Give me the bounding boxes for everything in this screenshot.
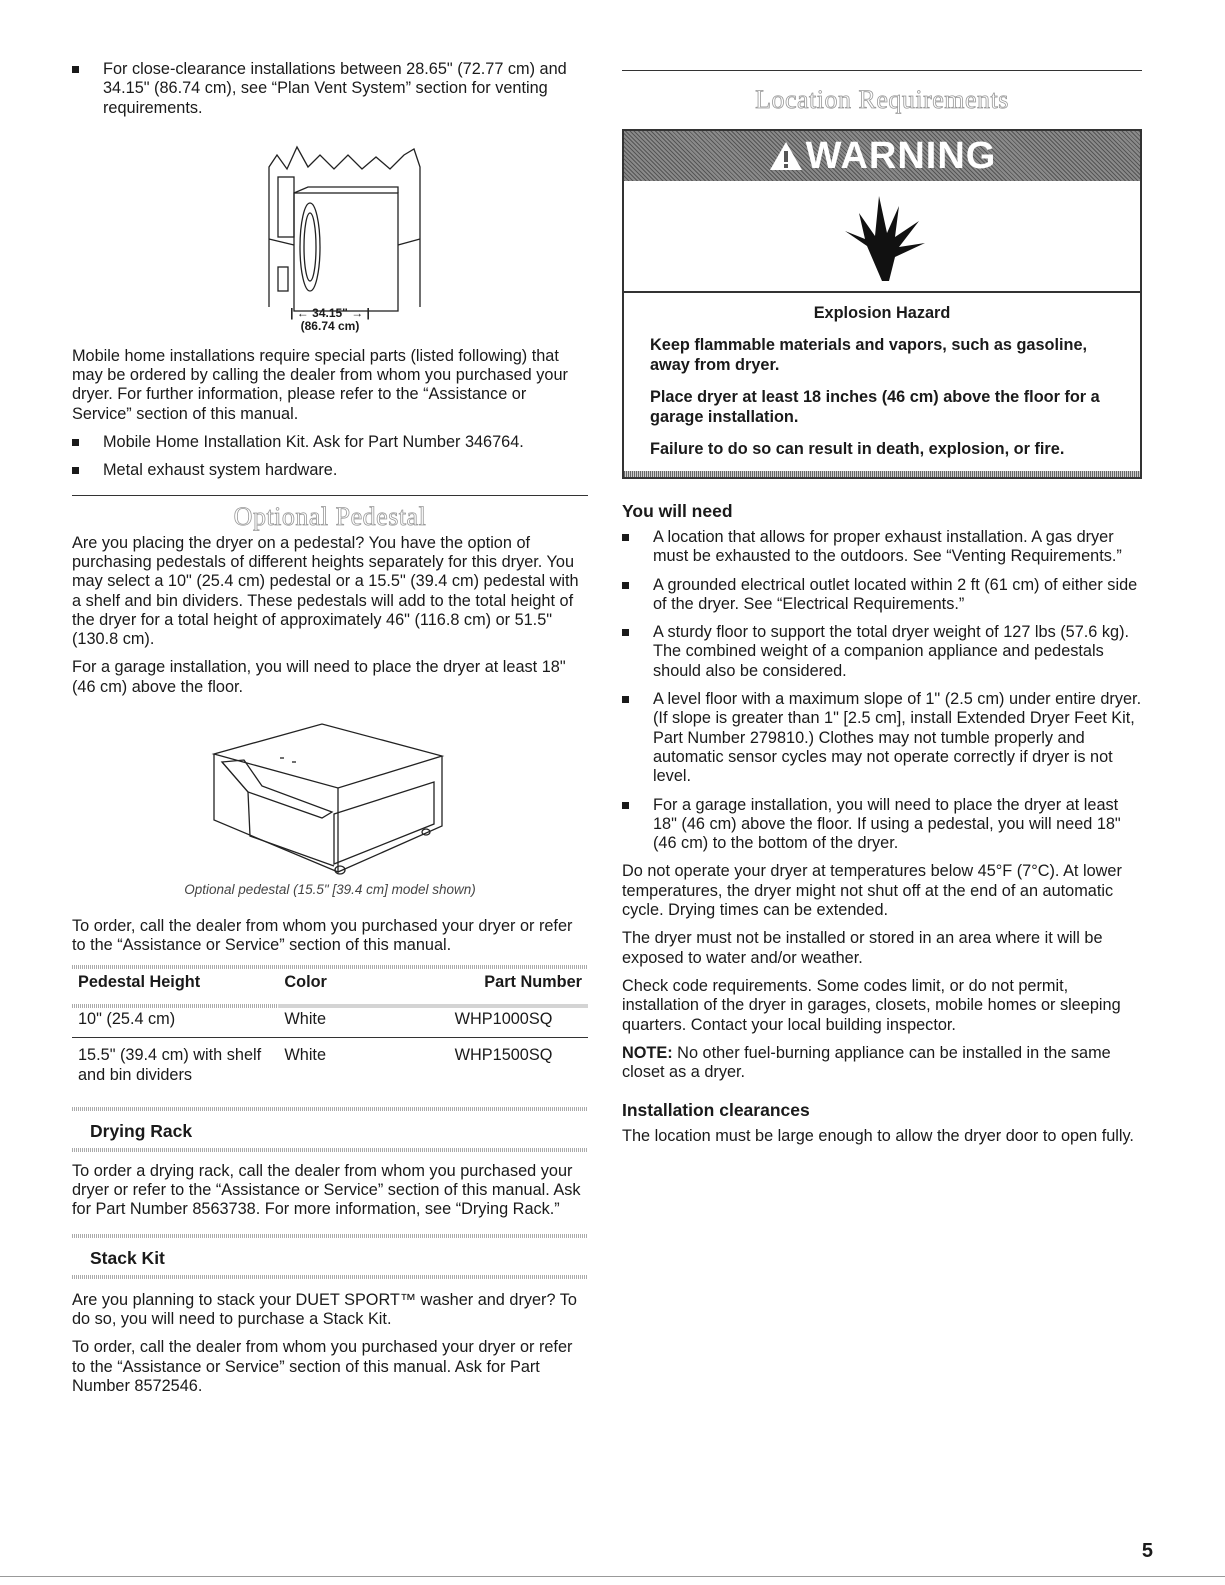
warning-header xyxy=(624,131,1140,181)
warning-triangle-icon xyxy=(768,140,804,172)
header-part-number: Part Number xyxy=(484,972,582,991)
note-paragraph xyxy=(622,1044,1142,1083)
warning-box xyxy=(622,129,1142,479)
bullet-square-icon xyxy=(72,66,79,73)
pedestal-parts-table xyxy=(72,969,588,1093)
drying-rack-heading: Drying Rack xyxy=(90,1120,193,1141)
order-paragraph: To order, call the dealer from whom you purchased your dryer or refer to the “Assistance or Service” section of this manual. xyxy=(72,917,573,955)
mobile-bullet-2: Metal exhaust system hardware. xyxy=(72,461,588,480)
stack-kit-paragraph-1: Are you planning to stack your DUET SPORT™ washer and dryer? To do so, you will need to purchase a Stack Kit. xyxy=(72,1290,577,1329)
pedestal-caption: Optional pedestal (15.5" [39.4 cm] model shown) xyxy=(184,882,476,898)
location-requirements-title: Location Requirements xyxy=(755,85,1009,114)
table-cell: WHP1000SQ xyxy=(454,1009,553,1028)
note-text: No other fuel-burning appliance can be installed in the same closet as a dryer. xyxy=(622,1043,1111,1082)
bullet-square-icon xyxy=(72,467,79,474)
bullet-square-icon xyxy=(622,802,629,809)
bullet-square-icon xyxy=(72,439,79,446)
warning-bottom-band xyxy=(624,471,1140,477)
explosion-icon xyxy=(837,191,927,281)
close-clearance-bullet xyxy=(72,60,588,118)
table-cell: White xyxy=(284,1046,327,1065)
water-paragraph: The dryer must not be installed or stored in an area where it will be exposed to water and/or weather. xyxy=(622,929,1103,967)
pedestal-illustration xyxy=(72,706,588,876)
stack-kit-top-rule xyxy=(72,1234,588,1238)
bullet-square-icon xyxy=(622,582,629,589)
drying-rack-bottom-rule xyxy=(72,1148,588,1152)
need-bullet-4: A level floor with a maximum slope of 1" (2.5 cm) under entire dryer. (If slope is greater than 1" [2.5 cm], install Extended Dryer Feet Kit, Part Number 279810.) Clothes may not tumble properly and automatic sensor cycles may not operate correctly if dryer is not level. xyxy=(622,690,1142,786)
stack-kit-bottom-rule xyxy=(72,1275,588,1279)
explosion-icon-area xyxy=(624,181,1140,293)
table-cell: White xyxy=(284,1009,327,1028)
pedestal-figure xyxy=(72,706,588,876)
bullet-square-icon xyxy=(622,534,629,541)
mobile-bullet-1: Mobile Home Installation Kit. Ask for Part Number 346764. xyxy=(72,433,588,452)
warning-line-2: Place dryer at least 18 inches (46 cm) above the floor for a garage installation. xyxy=(650,388,1100,426)
need-bullet-5: For a garage installation, you will need to place the dryer at least 18" (46 cm) above the floor. If using a pedestal, you will need 18" (46 cm) to the bottom of the dryer. xyxy=(622,796,1142,854)
close-clearance-text: For close-clearance installations between 28.65" (72.77 cm) and 34.15" (86.74 cm), see “Plan Vent System” section for venting requirements. xyxy=(103,60,567,117)
dimension-cm: (86.74 cm) xyxy=(300,318,360,333)
bullet-square-icon xyxy=(622,696,629,703)
stack-kit-paragraph-2: To order, call the dealer from whom you purchased your dryer or refer to the “Assistance or Service” section of this manual. Ask for Part Number 8572546. xyxy=(72,1338,573,1395)
warning-title: WARNING xyxy=(805,134,997,177)
pedestal-paragraph-2: For a garage installation, you will need to place the dryer at least 18" (46 cm) above the floor. xyxy=(72,658,566,696)
table-cell: WHP1500SQ xyxy=(454,1046,553,1065)
mobile-home-paragraph: Mobile home installations require special parts (listed following) that may be ordered by calling the dealer from whom you purchased your dryer. For further information, please refer to the “Assistance or Service” section of this manual. xyxy=(72,346,568,423)
stack-kit-heading: Stack Kit xyxy=(90,1247,165,1268)
code-paragraph: Check code requirements. Some codes limit, or do not permit, installation of the dryer in garages, closets, mobile homes or sleeping quarters. Contact your local building inspector. xyxy=(622,976,1121,1034)
warning-line-3: Failure to do so can result in death, explosion, or fire. xyxy=(650,440,1065,458)
drying-rack-top-rule xyxy=(72,1107,588,1111)
section-divider xyxy=(622,70,1142,71)
page-bottom-rule xyxy=(0,1576,1225,1577)
section-divider xyxy=(72,495,588,496)
warning-text xyxy=(624,293,1140,471)
closet-dryer-illustration xyxy=(72,127,588,327)
warning-line-1: Keep flammable materials and vapors, such as gasoline, away from dryer. xyxy=(650,336,1088,374)
table-header-row xyxy=(72,969,588,1000)
table-row xyxy=(72,1000,588,1038)
temperature-paragraph: Do not operate your dryer at temperatures below 45°F (7°C). At lower temperatures, the dryer might not shut off at the end of an automatic cycle. Drying times can be extended. xyxy=(622,862,1122,920)
bullet-square-icon xyxy=(622,629,629,636)
closet-clearance-figure xyxy=(72,127,588,327)
table-cell: 15.5" (39.4 cm) with shelf and bin dividers xyxy=(78,1046,262,1084)
installation-clearances-heading: Installation clearances xyxy=(622,1100,810,1121)
hazard-name: Explosion Hazard xyxy=(813,304,951,322)
table-cell: 10" (25.4 cm) xyxy=(78,1009,176,1028)
note-label: NOTE: xyxy=(622,1043,673,1062)
clearances-paragraph: The location must be large enough to allow the dryer door to open fully. xyxy=(622,1127,1134,1146)
need-bullet-1: A location that allows for proper exhaust installation. A gas dryer must be exhausted to the outdoors. See “Venting Requirements.” xyxy=(622,528,1142,567)
header-pedestal-height: Pedestal Height xyxy=(78,972,201,991)
need-bullet-2: A grounded electrical outlet located within 2 ft (61 cm) of either side of the dryer. See “Electrical Requirements.” xyxy=(622,576,1142,615)
need-bullet-3: A sturdy floor to support the total dryer weight of 127 lbs (57.6 kg). The combined weight of a companion appliance and pedestals should also be considered. xyxy=(622,623,1142,681)
left-column xyxy=(72,60,588,1405)
table-row xyxy=(72,1038,588,1093)
header-color: Color xyxy=(284,972,327,991)
pedestal-paragraph-1: Are you placing the dryer on a pedestal? You have the option of purchasing pedestals of different heights separately for this dryer. You may select a 10" (25.4 cm) pedestal or a 15.5" (39.4 cm) pedestal with a shelf and bin dividers. These pedestals will add to the total height of the dryer for a total height of approximately 46" (116.8 cm) or 51.5" (130.8 cm). xyxy=(72,533,579,649)
page-number: 5 xyxy=(1141,1540,1153,1562)
optional-pedestal-title: Optional Pedestal xyxy=(233,501,427,531)
you-will-need-heading: You will need xyxy=(622,501,733,521)
drying-rack-paragraph: To order a drying rack, call the dealer from whom you purchased your dryer or refer to the “Assistance or Service” section of this manual. Ask for Part Number 8563738. For more information, see “Drying Rack.” xyxy=(72,1161,581,1219)
right-column xyxy=(622,60,1142,1156)
dimension-inches: | ← 34.15" → | xyxy=(290,305,370,320)
